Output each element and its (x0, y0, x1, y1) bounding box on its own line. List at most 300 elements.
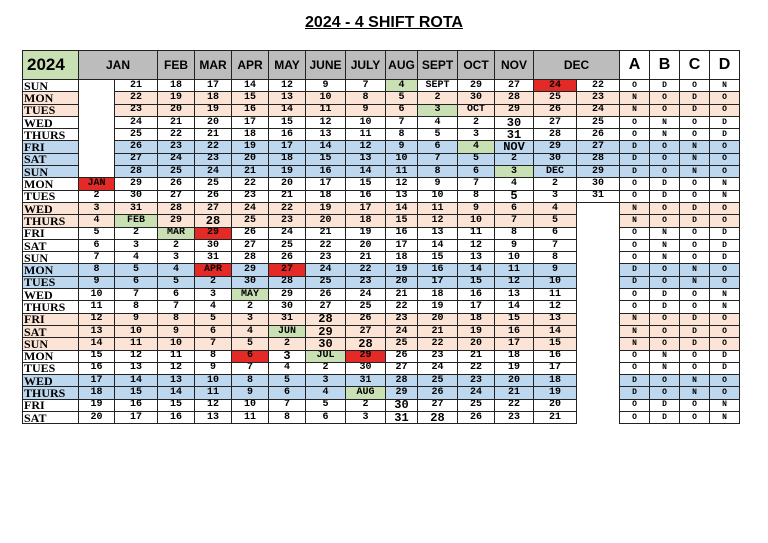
day-label: FRI (23, 141, 79, 153)
date-cell: 19 (195, 104, 232, 116)
date-cell: 17 (418, 276, 458, 288)
date-cell: 2 (346, 399, 386, 411)
table-row (23, 166, 740, 178)
date-cell: 22 (495, 399, 534, 411)
date-cell: 29 (195, 227, 232, 239)
date-cell: 12 (534, 301, 577, 313)
shift-cell: N (710, 399, 740, 411)
shift-cell: D (650, 289, 680, 301)
date-cell: 12 (386, 178, 418, 190)
date-cell: 10 (232, 399, 269, 411)
date-cell: 27 (306, 301, 346, 313)
shift-cell: D (620, 141, 650, 153)
date-cell: 11 (306, 104, 346, 116)
date-cell: 28 (346, 338, 386, 350)
date-cell: 2 (79, 190, 115, 202)
date-cell: 7 (195, 338, 232, 350)
date-cell (577, 227, 620, 239)
date-cell: 4 (79, 215, 115, 227)
date-cell: 8 (346, 92, 386, 104)
shift-cell: N (680, 153, 710, 165)
date-cell: 25 (386, 338, 418, 350)
date-cell: 22 (346, 264, 386, 276)
date-cell: 23 (232, 190, 269, 202)
date-cell: 23 (115, 104, 158, 116)
shift-cell: O (620, 350, 650, 362)
date-cell: 18 (195, 92, 232, 104)
date-cell: 17 (458, 301, 495, 313)
date-cell: 26 (269, 252, 306, 264)
date-cell (577, 399, 620, 411)
date-cell: 11 (534, 289, 577, 301)
shift-cell: N (650, 116, 680, 128)
date-cell: 19 (306, 202, 346, 214)
date-cell: 3 (158, 252, 195, 264)
date-cell: 9 (495, 239, 534, 251)
date-cell: 23 (458, 375, 495, 387)
shift-cell: O (710, 141, 740, 153)
date-cell (79, 80, 115, 92)
shift-cell: O (710, 338, 740, 350)
date-cell: 2 (418, 92, 458, 104)
shift-cell: O (650, 264, 680, 276)
month-header-july: JULY (346, 51, 386, 80)
date-cell: 17 (269, 141, 306, 153)
shift-cell: O (650, 276, 680, 288)
date-cell: 3 (534, 190, 577, 202)
shift-cell: N (710, 289, 740, 301)
date-cell: 19 (158, 92, 195, 104)
shift-cell: D (620, 375, 650, 387)
date-cell: 11 (79, 301, 115, 313)
date-cell: 26 (534, 104, 577, 116)
date-cell: 19 (386, 264, 418, 276)
date-cell: 29 (458, 80, 495, 92)
date-cell: 30 (458, 92, 495, 104)
date-cell: 30 (269, 301, 306, 313)
date-cell: 28 (418, 412, 458, 424)
date-cell: 22 (158, 129, 195, 141)
shift-cell: O (650, 202, 680, 214)
table-row (23, 313, 740, 325)
date-cell (577, 276, 620, 288)
date-cell: 29 (232, 264, 269, 276)
date-cell: 7 (386, 116, 418, 128)
date-cell: 19 (458, 325, 495, 337)
date-cell (577, 387, 620, 399)
date-cell: 14 (269, 104, 306, 116)
date-cell: 3 (418, 104, 458, 116)
date-cell: 6 (115, 276, 158, 288)
date-cell: OCT (458, 104, 495, 116)
date-cell: 18 (346, 215, 386, 227)
date-cell: 9 (195, 362, 232, 374)
date-cell: 6 (418, 141, 458, 153)
date-cell: 5 (79, 227, 115, 239)
month-header-jan: JAN (79, 51, 158, 80)
date-cell: 30 (534, 153, 577, 165)
shift-cell: O (620, 252, 650, 264)
shift-header-a: A (620, 51, 650, 80)
shift-cell: O (650, 92, 680, 104)
date-cell: 28 (534, 129, 577, 141)
date-cell: 23 (195, 153, 232, 165)
date-cell: 13 (115, 362, 158, 374)
date-cell: 23 (306, 252, 346, 264)
shift-cell: O (650, 375, 680, 387)
date-cell: 19 (346, 227, 386, 239)
date-cell: 21 (534, 412, 577, 424)
date-cell: 12 (115, 350, 158, 362)
date-cell: 31 (195, 252, 232, 264)
shift-cell: O (620, 227, 650, 239)
table-row (23, 215, 740, 227)
date-cell: 5 (306, 399, 346, 411)
date-cell: 16 (269, 129, 306, 141)
shift-cell: N (710, 301, 740, 313)
date-cell: 9 (232, 387, 269, 399)
date-cell: 6 (495, 202, 534, 214)
date-cell: 27 (346, 325, 386, 337)
date-cell: 3 (306, 375, 346, 387)
month-header-sept: SEPT (418, 51, 458, 80)
date-cell: 7 (158, 301, 195, 313)
date-cell: FEB (115, 215, 158, 227)
date-cell: 21 (115, 80, 158, 92)
shift-cell: O (680, 350, 710, 362)
shift-cell: D (680, 202, 710, 214)
date-cell: 30 (386, 399, 418, 411)
date-cell: 20 (418, 313, 458, 325)
date-cell: AUG (346, 387, 386, 399)
shift-cell: O (680, 190, 710, 202)
date-cell: 13 (269, 92, 306, 104)
date-cell (79, 104, 115, 116)
date-cell: 20 (158, 104, 195, 116)
shift-cell: O (680, 399, 710, 411)
shift-cell: O (650, 313, 680, 325)
date-cell: 19 (534, 387, 577, 399)
shift-cell: D (650, 80, 680, 92)
date-cell: 14 (418, 239, 458, 251)
day-label: TUES (23, 104, 79, 116)
date-cell (79, 153, 115, 165)
date-cell: 27 (534, 116, 577, 128)
date-cell: 26 (418, 387, 458, 399)
date-cell: 4 (418, 116, 458, 128)
date-cell: 16 (458, 289, 495, 301)
table-row (23, 362, 740, 374)
date-cell: 5 (386, 92, 418, 104)
date-cell: 29 (534, 141, 577, 153)
date-cell: 23 (495, 412, 534, 424)
shift-cell: O (680, 227, 710, 239)
date-cell: 30 (346, 362, 386, 374)
date-cell: 12 (306, 116, 346, 128)
date-cell: 24 (115, 116, 158, 128)
day-label: MON (23, 350, 79, 362)
date-cell: 3 (232, 313, 269, 325)
date-cell: 25 (158, 166, 195, 178)
date-cell: 13 (458, 252, 495, 264)
date-cell: 10 (458, 215, 495, 227)
date-cell: 24 (269, 227, 306, 239)
date-cell: 20 (495, 375, 534, 387)
date-cell: 22 (306, 239, 346, 251)
date-cell: 21 (386, 289, 418, 301)
date-cell: 19 (269, 166, 306, 178)
shift-cell: N (620, 215, 650, 227)
month-header-mar: MAR (195, 51, 232, 80)
date-cell: 30 (232, 276, 269, 288)
date-cell: 10 (195, 375, 232, 387)
date-cell: 28 (306, 313, 346, 325)
date-cell: 14 (346, 166, 386, 178)
date-cell: 12 (346, 141, 386, 153)
date-cell: 7 (79, 252, 115, 264)
date-cell: 28 (495, 92, 534, 104)
date-cell: 14 (79, 338, 115, 350)
date-cell: 10 (158, 338, 195, 350)
month-header-dec: DEC (534, 51, 620, 80)
month-header-may: MAY (269, 51, 306, 80)
date-cell (577, 362, 620, 374)
date-cell: MAR (158, 227, 195, 239)
date-cell: 24 (346, 289, 386, 301)
shift-cell: D (680, 104, 710, 116)
day-label: SAT (23, 325, 79, 337)
date-cell: 3 (495, 166, 534, 178)
date-cell: 22 (577, 80, 620, 92)
date-cell: 18 (79, 387, 115, 399)
date-cell: 22 (269, 202, 306, 214)
shift-cell: D (620, 264, 650, 276)
date-cell: 8 (534, 252, 577, 264)
day-label: FRI (23, 313, 79, 325)
date-cell: 3 (79, 202, 115, 214)
date-cell: MAY (232, 289, 269, 301)
date-cell: 15 (534, 338, 577, 350)
date-cell: 27 (232, 239, 269, 251)
date-cell: 4 (495, 178, 534, 190)
date-cell: 13 (306, 129, 346, 141)
date-cell: 4 (115, 252, 158, 264)
table-row (23, 301, 740, 313)
date-cell: 27 (269, 264, 306, 276)
shift-cell: O (710, 202, 740, 214)
date-cell (577, 325, 620, 337)
date-cell: 8 (458, 190, 495, 202)
date-cell: 21 (158, 116, 195, 128)
shift-cell: N (650, 239, 680, 251)
date-cell: 8 (195, 350, 232, 362)
shift-header-b: B (650, 51, 680, 80)
table-row (23, 227, 740, 239)
date-cell: 16 (79, 362, 115, 374)
date-cell: 15 (115, 387, 158, 399)
date-cell: 28 (158, 202, 195, 214)
date-cell: 11 (195, 387, 232, 399)
shift-cell: O (620, 399, 650, 411)
date-cell: 16 (418, 264, 458, 276)
shift-cell: O (680, 362, 710, 374)
date-cell: NOV (495, 141, 534, 153)
date-cell: JUL (306, 350, 346, 362)
date-cell: 3 (269, 350, 306, 362)
shift-cell: O (650, 104, 680, 116)
date-cell: 16 (495, 325, 534, 337)
date-cell: 13 (495, 289, 534, 301)
date-cell (577, 289, 620, 301)
shift-cell: D (680, 313, 710, 325)
shift-cell: D (650, 190, 680, 202)
date-cell: 16 (158, 412, 195, 424)
shift-cell: O (710, 313, 740, 325)
date-cell: 12 (418, 215, 458, 227)
table-row (23, 129, 740, 141)
date-cell: 20 (458, 338, 495, 350)
date-cell: 17 (386, 239, 418, 251)
shift-cell: O (710, 215, 740, 227)
shift-cell: N (650, 252, 680, 264)
date-cell: 14 (115, 375, 158, 387)
date-cell: 13 (79, 325, 115, 337)
shift-cell: O (620, 190, 650, 202)
date-cell: 4 (232, 325, 269, 337)
date-cell: 6 (458, 166, 495, 178)
date-cell: 11 (158, 350, 195, 362)
shift-cell: N (620, 313, 650, 325)
date-cell (577, 239, 620, 251)
date-cell: 26 (458, 412, 495, 424)
table-row (23, 264, 740, 276)
date-cell: 2 (269, 338, 306, 350)
date-cell: 22 (115, 92, 158, 104)
date-cell: 14 (534, 325, 577, 337)
table-row (23, 387, 740, 399)
shift-cell: O (620, 80, 650, 92)
date-cell: 9 (306, 80, 346, 92)
shift-cell: O (710, 375, 740, 387)
date-cell (577, 313, 620, 325)
table-row (23, 141, 740, 153)
date-cell: 29 (269, 289, 306, 301)
date-cell: 30 (115, 190, 158, 202)
shift-cell: O (680, 289, 710, 301)
date-cell: 10 (346, 116, 386, 128)
date-cell: 5 (495, 190, 534, 202)
date-cell (79, 166, 115, 178)
date-cell: 31 (346, 375, 386, 387)
date-cell: 31 (495, 129, 534, 141)
date-cell: 21 (495, 387, 534, 399)
date-cell: 21 (232, 166, 269, 178)
table-row (23, 252, 740, 264)
date-cell: JUN (269, 325, 306, 337)
date-cell: 8 (386, 129, 418, 141)
table-row (23, 412, 740, 424)
date-cell: 5 (534, 215, 577, 227)
date-cell: 21 (418, 325, 458, 337)
date-cell: 18 (232, 129, 269, 141)
date-cell: 20 (386, 276, 418, 288)
date-cell: 9 (458, 202, 495, 214)
shift-cell: N (620, 104, 650, 116)
table-row (23, 92, 740, 104)
date-cell (577, 252, 620, 264)
date-cell: 16 (306, 166, 346, 178)
shift-cell: D (680, 338, 710, 350)
date-cell: 13 (195, 412, 232, 424)
date-cell: 13 (346, 153, 386, 165)
date-cell: 11 (458, 227, 495, 239)
date-cell: 20 (232, 153, 269, 165)
date-cell: 15 (386, 215, 418, 227)
date-cell: 13 (534, 313, 577, 325)
date-cell: 7 (495, 215, 534, 227)
date-cell: 27 (386, 362, 418, 374)
date-cell: 28 (115, 166, 158, 178)
shift-cell: N (650, 227, 680, 239)
day-label: MON (23, 264, 79, 276)
date-cell: 7 (232, 362, 269, 374)
day-label: THURS (23, 301, 79, 313)
table-row (23, 276, 740, 288)
date-cell: 15 (346, 178, 386, 190)
date-cell: 30 (306, 338, 346, 350)
date-cell: 6 (232, 350, 269, 362)
date-cell: 4 (269, 362, 306, 374)
date-cell: 24 (306, 264, 346, 276)
date-cell: 24 (195, 166, 232, 178)
date-cell: 26 (306, 289, 346, 301)
date-cell: 26 (158, 178, 195, 190)
date-cell: 27 (577, 141, 620, 153)
shift-cell: O (710, 276, 740, 288)
date-cell: 9 (418, 178, 458, 190)
shift-cell: N (650, 350, 680, 362)
shift-cell: D (710, 239, 740, 251)
shift-cell: O (710, 325, 740, 337)
day-label: WED (23, 289, 79, 301)
shift-cell: O (710, 166, 740, 178)
date-cell: 16 (346, 190, 386, 202)
table-row (23, 153, 740, 165)
shift-cell: O (650, 153, 680, 165)
date-cell: 5 (458, 153, 495, 165)
date-cell: 25 (115, 129, 158, 141)
date-cell: 29 (306, 325, 346, 337)
table-row (23, 80, 740, 92)
day-label: SUN (23, 252, 79, 264)
date-cell: 27 (195, 202, 232, 214)
date-cell: DEC (534, 166, 577, 178)
shift-cell: N (620, 338, 650, 350)
date-cell: 14 (495, 301, 534, 313)
date-cell: 20 (195, 116, 232, 128)
day-label: MON (23, 92, 79, 104)
date-cell: 29 (158, 215, 195, 227)
month-header-feb: FEB (158, 51, 195, 80)
date-cell: 6 (269, 387, 306, 399)
date-cell: 17 (346, 202, 386, 214)
date-cell: 20 (269, 178, 306, 190)
shift-cell: O (620, 239, 650, 251)
date-cell: 8 (232, 375, 269, 387)
date-cell: 6 (534, 227, 577, 239)
date-cell: 12 (158, 362, 195, 374)
date-cell: 17 (232, 116, 269, 128)
